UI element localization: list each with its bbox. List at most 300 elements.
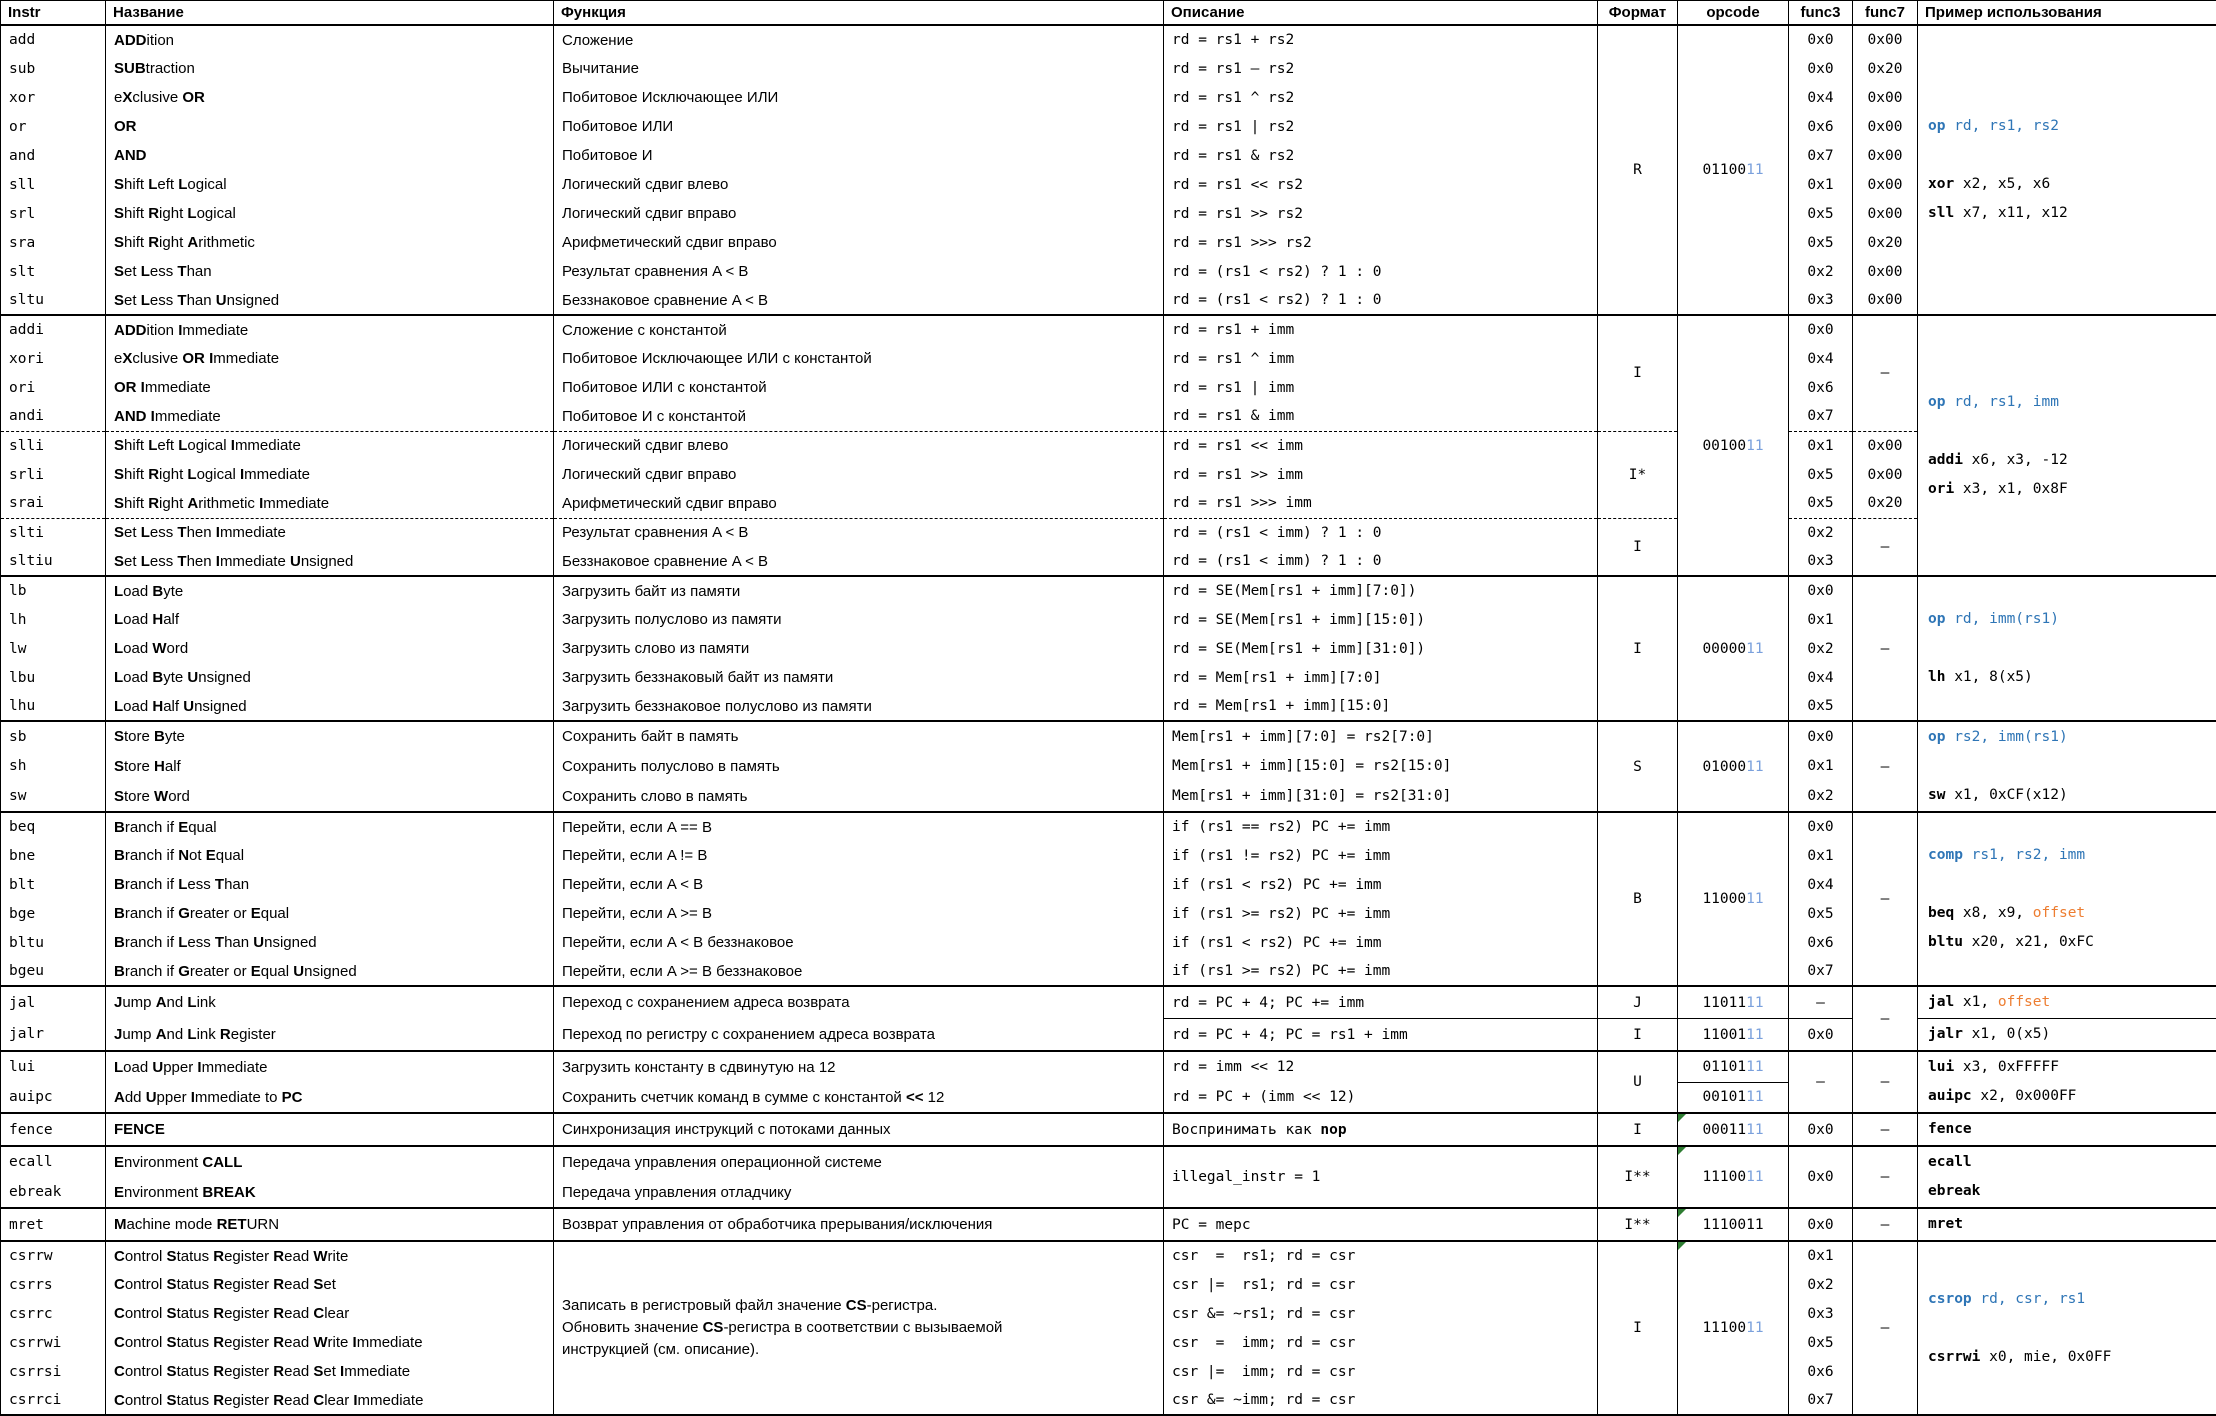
cell-desc: csr = imm; rd = csr (1164, 1328, 1598, 1357)
cell-func3: 0x1 (1789, 605, 1853, 634)
cell-desc: rd = rs1 << imm (1164, 431, 1598, 460)
cell-example: op rd, rs1, rs2 xor x2, x5, x6 sll x7, x11, x12 (1918, 25, 2216, 315)
cell-desc: rd = rs1 + rs2 (1164, 25, 1598, 54)
cell-func7: 0x00 (1853, 460, 1918, 489)
cell-desc: rd = rs1 & imm (1164, 402, 1598, 431)
cell-func3: 0x1 (1789, 1241, 1853, 1270)
cell-func7: – (1853, 518, 1918, 576)
cell-func: Побитовое Исключающее ИЛИ с константой (554, 344, 1164, 373)
cell-name: eXclusive OR (106, 83, 554, 112)
col-header-name: Название (106, 1, 554, 26)
cell-instr: bne (1, 841, 106, 870)
cell-desc: csr &= ~imm; rd = csr (1164, 1386, 1598, 1415)
cell-name: Load Byte (106, 576, 554, 605)
cell-format: I (1598, 315, 1678, 431)
cell-instr: csrrci (1, 1386, 106, 1415)
cell-func3: 0x0 (1789, 1019, 1853, 1052)
cell-func3: 0x1 (1789, 431, 1853, 460)
cell-func: Вычитание (554, 54, 1164, 83)
cell-format: I (1598, 518, 1678, 576)
cell-func: Синхронизация инструкций с потоками данных (554, 1113, 1164, 1146)
cell-func: Перейти, если A == B (554, 812, 1164, 841)
cell-instr: lui (1, 1051, 106, 1082)
table-row (1, 25, 2216, 54)
cell-desc: if (rs1 < rs2) PC += imm (1164, 928, 1598, 957)
cell-name: Set Less Than (106, 257, 554, 286)
cell-desc: csr &= ~rs1; rd = csr (1164, 1299, 1598, 1328)
col-header-function: Функция (554, 1, 1164, 26)
cell-instr: sra (1, 228, 106, 257)
cell-desc: rd = rs1 >> rs2 (1164, 199, 1598, 228)
table-row (1, 257, 2216, 286)
cell-func3: 0x6 (1789, 112, 1853, 141)
cell-func7: 0x00 (1853, 170, 1918, 199)
cell-instr: lhu (1, 692, 106, 721)
cell-func3: 0x2 (1789, 782, 1853, 812)
cell-func: Записать в регистровый файл значение CS-регистра. Обновить значение CS-регистра в соответствии с вызываемой инструкцией (см. описание). (554, 1241, 1164, 1415)
cell-desc: rd = (rs1 < rs2) ? 1 : 0 (1164, 286, 1598, 315)
cell-desc: rd = rs1 | rs2 (1164, 112, 1598, 141)
cell-instr: slli (1, 431, 106, 460)
cell-desc: illegal_instr = 1 (1164, 1146, 1598, 1208)
cell-format: B (1598, 812, 1678, 986)
cell-instr: or (1, 112, 106, 141)
cell-func: Загрузить беззнаковое полуслово из памяти (554, 692, 1164, 721)
cell-name: Load Half Unsigned (106, 692, 554, 721)
cell-instr: lh (1, 605, 106, 634)
cell-func3: 0x1 (1789, 170, 1853, 199)
cell-instr: lbu (1, 663, 106, 692)
cell-desc: if (rs1 == rs2) PC += imm (1164, 812, 1598, 841)
cell-func7: 0x20 (1853, 228, 1918, 257)
cell-opcode: 1101111 (1678, 986, 1789, 1019)
cell-func3: 0x2 (1789, 1270, 1853, 1299)
cell-func: Загрузить полуслово из памяти (554, 605, 1164, 634)
cell-desc: rd = rs1 | imm (1164, 373, 1598, 402)
cell-example: comp rs1, rs2, imm beq x8, x9, offset bltu x20, x21, 0xFC (1918, 812, 2216, 986)
cell-instr: beq (1, 812, 106, 841)
cell-desc: rd = SE(Mem[rs1 + imm][7:0]) (1164, 576, 1598, 605)
cell-func3: 0x0 (1789, 54, 1853, 83)
cell-name: FENCE (106, 1113, 554, 1146)
cell-instr: lw (1, 634, 106, 663)
cell-instr: srai (1, 489, 106, 518)
cell-format: J (1598, 986, 1678, 1019)
cell-desc: rd = rs1 + imm (1164, 315, 1598, 344)
cell-name: Shift Right Arithmetic (106, 228, 554, 257)
cell-func3: 0x2 (1789, 634, 1853, 663)
cell-func3: 0x4 (1789, 870, 1853, 899)
cell-desc: csr |= imm; rd = csr (1164, 1357, 1598, 1386)
cell-instr: csrrs (1, 1270, 106, 1299)
cell-func7: – (1853, 1241, 1918, 1415)
cell-func3: 0x0 (1789, 1208, 1853, 1241)
table-row (1, 489, 2216, 518)
cell-name: Set Less Then Immediate (106, 518, 554, 547)
cell-instr: blt (1, 870, 106, 899)
cell-opcode: 0110111 (1678, 1051, 1789, 1082)
cell-desc: rd = rs1 >>> imm (1164, 489, 1598, 518)
cell-func: Побитовое ИЛИ с константой (554, 373, 1164, 402)
cell-func3: 0x0 (1789, 315, 1853, 344)
cell-example: lui x3, 0xFFFFF auipc x2, 0x000FF (1918, 1051, 2216, 1113)
table-row (1, 315, 2216, 344)
cell-func7: 0x00 (1853, 199, 1918, 228)
cell-func3: 0x6 (1789, 1357, 1853, 1386)
table-row (1, 1146, 2216, 1177)
cell-func3: 0x0 (1789, 25, 1853, 54)
table-row (1, 1208, 2216, 1241)
cell-name: OR (106, 112, 554, 141)
table-row (1, 112, 2216, 141)
cell-desc: PC = mepc (1164, 1208, 1598, 1241)
cell-func: Перейти, если A < B беззнаковое (554, 928, 1164, 957)
cell-instr: sll (1, 170, 106, 199)
cell-format: I* (1598, 431, 1678, 518)
cell-func7: 0x00 (1853, 25, 1918, 54)
cell-opcode: 1100111 (1678, 1019, 1789, 1052)
cell-name: Load Half (106, 605, 554, 634)
cell-name: Store Word (106, 782, 554, 812)
cell-func3: 0x0 (1789, 1146, 1853, 1208)
table-row (1, 170, 2216, 199)
cell-instr: auipc (1, 1082, 106, 1113)
cell-desc: rd = imm << 12 (1164, 1051, 1598, 1082)
cell-func3: 0x3 (1789, 286, 1853, 315)
cell-desc: Воспринимать как nop (1164, 1113, 1598, 1146)
cell-func: Сложение с константой (554, 315, 1164, 344)
table-row (1, 1113, 2216, 1146)
cell-func: Сохранить полуслово в память (554, 751, 1164, 781)
cell-func3: 0x5 (1789, 692, 1853, 721)
cell-func3: 0x7 (1789, 141, 1853, 170)
cell-example: ecall ebreak (1918, 1146, 2216, 1208)
cell-instr: sw (1, 782, 106, 812)
cell-instr: ori (1, 373, 106, 402)
cell-func: Результат сравнения A < B (554, 518, 1164, 547)
cell-func3: 0x1 (1789, 751, 1853, 781)
cell-func7: – (1853, 812, 1918, 986)
cell-instr: csrrc (1, 1299, 106, 1328)
cell-func3: 0x0 (1789, 721, 1853, 751)
cell-instr: mret (1, 1208, 106, 1241)
cell-instr: csrrwi (1, 1328, 106, 1357)
cell-func3: 0x6 (1789, 373, 1853, 402)
table-row (1, 1241, 2216, 1270)
cell-func3: 0x5 (1789, 489, 1853, 518)
cell-func3: 0x7 (1789, 957, 1853, 986)
cell-desc: rd = rs1 – rs2 (1164, 54, 1598, 83)
cell-func3: 0x5 (1789, 1328, 1853, 1357)
cell-name: Branch if Less Than Unsigned (106, 928, 554, 957)
cell-desc: rd = PC + 4; PC += imm (1164, 986, 1598, 1019)
cell-func: Побитовое ИЛИ (554, 112, 1164, 141)
cell-func: Передача управления операционной системе (554, 1146, 1164, 1177)
cell-instr: ecall (1, 1146, 106, 1177)
cell-name: Load Upper Immediate (106, 1051, 554, 1082)
cell-name: Add Upper Immediate to PC (106, 1082, 554, 1113)
cell-func3: – (1789, 986, 1853, 1019)
table-row (1, 141, 2216, 170)
cell-desc: rd = (rs1 < rs2) ? 1 : 0 (1164, 257, 1598, 286)
cell-func: Перейти, если A >= B (554, 899, 1164, 928)
table-row (1, 286, 2216, 315)
table-row (1, 812, 2216, 841)
cell-func3: 0x0 (1789, 812, 1853, 841)
cell-func: Сохранить байт в память (554, 721, 1164, 751)
cell-example: op rd, rs1, imm addi x6, x3, -12 ori x3, x1, 0x8F (1918, 315, 2216, 576)
cell-example: op rd, imm(rs1) lh x1, 8(x5) (1918, 576, 2216, 721)
cell-name: AND Immediate (106, 402, 554, 431)
cell-name: Store Byte (106, 721, 554, 751)
cell-format: I** (1598, 1146, 1678, 1208)
table-row (1, 576, 2216, 605)
cell-instr: bgeu (1, 957, 106, 986)
table-row (1, 518, 2216, 547)
cell-instr: slti (1, 518, 106, 547)
cell-func: Побитовое Исключающее ИЛИ (554, 83, 1164, 112)
cell-func3: 0x5 (1789, 460, 1853, 489)
cell-example: op rs2, imm(rs1) sw x1, 0xCF(x12) (1918, 721, 2216, 812)
cell-name: Branch if Equal (106, 812, 554, 841)
cell-instr: lb (1, 576, 106, 605)
cell-instr: and (1, 141, 106, 170)
cell-format: I** (1598, 1208, 1678, 1241)
cell-func7: – (1853, 315, 1918, 431)
cell-func3: 0x3 (1789, 1299, 1853, 1328)
cell-name: Control Status Register Read Write Immediate (106, 1328, 554, 1357)
cell-func: Сохранить слово в память (554, 782, 1164, 812)
cell-func: Арифметический сдвиг вправо (554, 228, 1164, 257)
cell-func: Возврат управления от обработчика прерывания/исключения (554, 1208, 1164, 1241)
cell-example: jalr x1, 0(x5) (1918, 1019, 2216, 1052)
cell-opcode: 0010111 (1678, 1082, 1789, 1113)
cell-desc: rd = rs1 ^ imm (1164, 344, 1598, 373)
col-header-example: Пример использования (1918, 1, 2216, 26)
cell-name: Jump And Link (106, 986, 554, 1019)
cell-example: jal x1, offset (1918, 986, 2216, 1019)
table-row (1, 460, 2216, 489)
cell-func7: – (1853, 1208, 1918, 1241)
cell-func3: 0x7 (1789, 1386, 1853, 1415)
cell-instr: bge (1, 899, 106, 928)
cell-name: ADDition Immediate (106, 315, 554, 344)
cell-func: Перейти, если A != B (554, 841, 1164, 870)
cell-instr: xor (1, 83, 106, 112)
cell-func: Логический сдвиг вправо (554, 460, 1164, 489)
cell-desc: rd = rs1 >>> rs2 (1164, 228, 1598, 257)
cell-format: I (1598, 1113, 1678, 1146)
cell-func: Загрузить байт из памяти (554, 576, 1164, 605)
table-row (1, 431, 2216, 460)
table-row (1, 721, 2216, 751)
cell-desc: rd = rs1 & rs2 (1164, 141, 1598, 170)
cell-func7: 0x00 (1853, 141, 1918, 170)
cell-func7: – (1853, 1113, 1918, 1146)
cell-name: Control Status Register Read Set Immediate (106, 1357, 554, 1386)
cell-func7: 0x20 (1853, 54, 1918, 83)
cell-instr: sub (1, 54, 106, 83)
cell-func3: 0x4 (1789, 344, 1853, 373)
cell-name: eXclusive OR Immediate (106, 344, 554, 373)
table-row (1, 1051, 2216, 1082)
table-row (1, 199, 2216, 228)
cell-format: R (1598, 25, 1678, 315)
cell-func: Арифметический сдвиг вправо (554, 489, 1164, 518)
cell-desc: Mem[rs1 + imm][31:0] = rs2[31:0] (1164, 782, 1598, 812)
cell-desc: if (rs1 >= rs2) PC += imm (1164, 899, 1598, 928)
cell-desc: rd = (rs1 < imm) ? 1 : 0 (1164, 518, 1598, 547)
cell-func7: – (1853, 986, 1918, 1051)
cell-func7: 0x00 (1853, 431, 1918, 460)
cell-instr: sltiu (1, 547, 106, 576)
cell-name: Control Status Register Read Clear (106, 1299, 554, 1328)
cell-name: AND (106, 141, 554, 170)
table-row (1, 228, 2216, 257)
cell-name: SUBtraction (106, 54, 554, 83)
cell-func3: 0x5 (1789, 899, 1853, 928)
cell-func: Загрузить слово из памяти (554, 634, 1164, 663)
cell-opcode: 1110011 (1678, 1146, 1789, 1208)
cell-name: Set Less Than Unsigned (106, 286, 554, 315)
cell-instr: csrrw (1, 1241, 106, 1270)
cell-name: Environment BREAK (106, 1177, 554, 1208)
col-header-instr: Instr (1, 1, 106, 26)
cell-instr: csrrsi (1, 1357, 106, 1386)
cell-desc: if (rs1 < rs2) PC += imm (1164, 870, 1598, 899)
cell-opcode: 1100011 (1678, 812, 1789, 986)
cell-func7: – (1853, 1051, 1918, 1113)
cell-desc: rd = rs1 >> imm (1164, 460, 1598, 489)
cell-opcode: 0110011 (1678, 25, 1789, 315)
cell-func3: 0x2 (1789, 518, 1853, 547)
cell-format: I (1598, 1019, 1678, 1052)
cell-name: Branch if Not Equal (106, 841, 554, 870)
cell-format: U (1598, 1051, 1678, 1113)
cell-desc: rd = rs1 << rs2 (1164, 170, 1598, 199)
cell-format: S (1598, 721, 1678, 812)
cell-desc: csr |= rs1; rd = csr (1164, 1270, 1598, 1299)
cell-name: Shift Right Logical Immediate (106, 460, 554, 489)
table-row (1, 54, 2216, 83)
cell-desc: Mem[rs1 + imm][15:0] = rs2[15:0] (1164, 751, 1598, 781)
cell-func: Логический сдвиг влево (554, 431, 1164, 460)
cell-func3: 0x5 (1789, 228, 1853, 257)
cell-desc: csr = rs1; rd = csr (1164, 1241, 1598, 1270)
cell-example: csrop rd, csr, rs1 csrrwi x0, mie, 0x0FF (1918, 1241, 2216, 1415)
col-header-opcode: opcode (1678, 1, 1789, 26)
cell-func: Сохранить счетчик команд в сумме с константой << 12 (554, 1082, 1164, 1113)
cell-instr: ebreak (1, 1177, 106, 1208)
table-row (1, 986, 2216, 1019)
cell-desc: rd = rs1 ^ rs2 (1164, 83, 1598, 112)
cell-instr: sltu (1, 286, 106, 315)
cell-desc: rd = (rs1 < imm) ? 1 : 0 (1164, 547, 1598, 576)
cell-instr: sb (1, 721, 106, 751)
cell-func3: 0x5 (1789, 199, 1853, 228)
cell-name: Control Status Register Read Set (106, 1270, 554, 1299)
table-body (1, 25, 2216, 1415)
cell-instr: fence (1, 1113, 106, 1146)
table-row (1, 83, 2216, 112)
cell-func3: 0x7 (1789, 402, 1853, 431)
cell-example: fence (1918, 1113, 2216, 1146)
cell-func3: 0x4 (1789, 663, 1853, 692)
col-header-func7: func7 (1853, 1, 1918, 26)
cell-func3: – (1789, 1051, 1853, 1113)
cell-func: Загрузить беззнаковый байт из памяти (554, 663, 1164, 692)
cell-func7: 0x00 (1853, 83, 1918, 112)
cell-func7: – (1853, 1146, 1918, 1208)
cell-func: Беззнаковое сравнение A < B (554, 547, 1164, 576)
cell-desc: rd = Mem[rs1 + imm][7:0] (1164, 663, 1598, 692)
cell-instr: slt (1, 257, 106, 286)
cell-opcode: 0100011 (1678, 721, 1789, 812)
cell-name: Store Half (106, 751, 554, 781)
cell-desc: if (rs1 >= rs2) PC += imm (1164, 957, 1598, 986)
cell-opcode: 0001111 (1678, 1113, 1789, 1146)
cell-func: Побитовое И (554, 141, 1164, 170)
cell-name: ADDition (106, 25, 554, 54)
cell-name: Shift Right Logical (106, 199, 554, 228)
cell-name: Shift Left Logical (106, 170, 554, 199)
cell-instr: jalr (1, 1019, 106, 1052)
cell-instr: xori (1, 344, 106, 373)
cell-func3: 0x0 (1789, 576, 1853, 605)
cell-instr: andi (1, 402, 106, 431)
col-header-format: Формат (1598, 1, 1678, 26)
cell-opcode: 0000011 (1678, 576, 1789, 721)
cell-instr: srl (1, 199, 106, 228)
cell-func3: 0x4 (1789, 83, 1853, 112)
cell-desc: Mem[rs1 + imm][7:0] = rs2[7:0] (1164, 721, 1598, 751)
col-header-func3: func3 (1789, 1, 1853, 26)
cell-name: Set Less Then Immediate Unsigned (106, 547, 554, 576)
cell-instr: srli (1, 460, 106, 489)
cell-func3: 0x0 (1789, 1113, 1853, 1146)
cell-format: I (1598, 1241, 1678, 1415)
cell-opcode: 1110011 (1678, 1208, 1789, 1241)
cell-func: Перейти, если A >= B беззнаковое (554, 957, 1164, 986)
cell-func: Перейти, если A < B (554, 870, 1164, 899)
cell-func3: 0x1 (1789, 841, 1853, 870)
cell-format: I (1598, 576, 1678, 721)
cell-func: Переход по регистру с сохранением адреса возврата (554, 1019, 1164, 1052)
cell-name: Load Byte Unsigned (106, 663, 554, 692)
cell-desc: rd = Mem[rs1 + imm][15:0] (1164, 692, 1598, 721)
cell-func7: 0x00 (1853, 112, 1918, 141)
cell-instr: bltu (1, 928, 106, 957)
cell-func: Побитовое И с константой (554, 402, 1164, 431)
cell-desc: if (rs1 != rs2) PC += imm (1164, 841, 1598, 870)
cell-desc: rd = SE(Mem[rs1 + imm][31:0]) (1164, 634, 1598, 663)
header-row (1, 1, 2216, 26)
cell-name: Shift Right Arithmetic Immediate (106, 489, 554, 518)
cell-instr: addi (1, 315, 106, 344)
cell-name: Branch if Greater or Equal (106, 899, 554, 928)
cell-name: Load Word (106, 634, 554, 663)
cell-name: Shift Left Logical Immediate (106, 431, 554, 460)
cell-name: Machine mode RETURN (106, 1208, 554, 1241)
cell-name: Control Status Register Read Clear Immediate (106, 1386, 554, 1415)
cell-func7: 0x20 (1853, 489, 1918, 518)
cell-func3: 0x6 (1789, 928, 1853, 957)
cell-func: Переход с сохранением адреса возврата (554, 986, 1164, 1019)
cell-func: Загрузить константу в сдвинутую на 12 (554, 1051, 1164, 1082)
cell-func: Сложение (554, 25, 1164, 54)
cell-name: OR Immediate (106, 373, 554, 402)
cell-func7: – (1853, 576, 1918, 721)
